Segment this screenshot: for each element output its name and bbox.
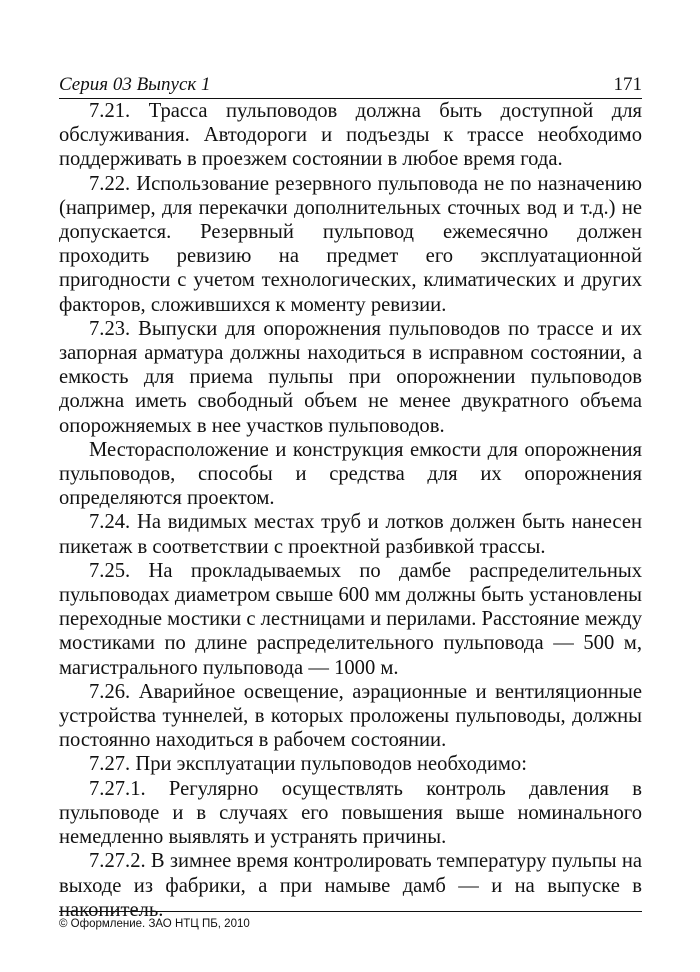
page-number: 171 bbox=[613, 74, 642, 95]
paragraph-7-21: 7.21. Трасса пульповодов должна быть доступной для обслуживания. Автодороги и подъезды к трассе необходимо поддерживать в проезжем состоянии в любое время года. bbox=[59, 100, 642, 171]
paragraph-7-27-1: 7.27.1. Регулярно осуществлять контроль давления в пульповоде и в случаях его повышения выше номинального немедленно выявлять и устранять причины. bbox=[59, 777, 642, 849]
paragraph-7-23: 7.23. Выпуски для опорожнения пульповодов по трассе и их запорная арматура должны находиться в исправном состоянии, а емкость для приема пульпы при опорожнении пульповодов должна иметь свободный объем не менее двукратного объема опорожняемых в нее участков пульповодов. bbox=[59, 317, 642, 437]
running-header bbox=[59, 74, 642, 100]
paragraph-container-location: Месторасположение и конструкция емкости для опорожнения пульповодов, способы и средства для их опорожнения определяются проектом. bbox=[59, 438, 642, 510]
paragraph-7-22: 7.22. Использование резервного пульповода не по назначению (например, для перекачки дополнительных сточных вод и т.д.) не допускается. Резервный пульповод ежемесячно должен проходить ревизию на предмет его эксплуатационной пригодности с учетом технологических, климатических и других факторов, сложившихся к моменту ревизии. bbox=[59, 172, 642, 316]
body-text bbox=[59, 99, 642, 922]
paragraph-7-26: 7.26. Аварийное освещение, аэрационные и вентиляционные устройства туннелей, в которых проложены пульповоды, должны постоянно находиться в рабочем состоянии. bbox=[59, 680, 642, 752]
series-title: Серия 03 Выпуск 1 bbox=[59, 74, 211, 95]
paragraph-7-27-2: 7.27.2. В зимнее время контролировать температуру пульпы на выходе из фабрики, а при намыве дамб — и на выпуске в накопитель. bbox=[59, 850, 642, 921]
footer-rule bbox=[59, 911, 642, 912]
paragraph-7-24: 7.24. На видимых местах труб и лотков должен быть нанесен пикетаж в соответствии с проектной разбивкой трассы. bbox=[59, 511, 642, 558]
footer-copyright: © Оформление. ЗАО НТЦ ПБ, 2010 bbox=[59, 918, 250, 930]
paragraph-7-25: 7.25. На прокладываемых по дамбе распределительных пульповодах диаметром свыше 600 мм должны быть установлены переходные мостики с лестницами и перилами. Расстояние между мостиками по длине распределительного пульповода — 500 м, магистрального пульповода — 1000 м. bbox=[59, 559, 643, 679]
paragraph-7-27: 7.27. При эксплуатации пульповодов необходимо: bbox=[89, 753, 527, 776]
